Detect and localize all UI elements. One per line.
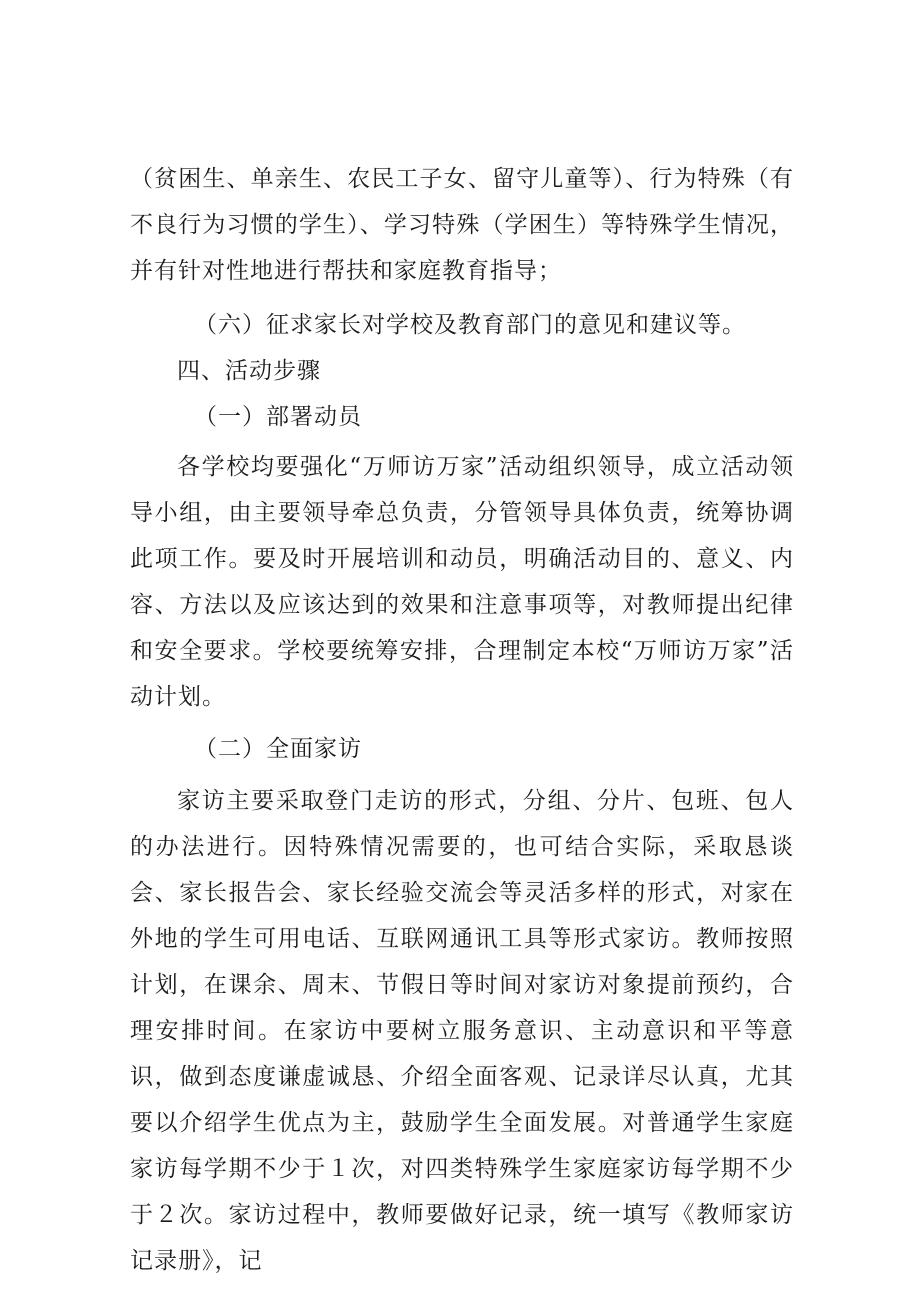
subheading-home-visits: （二）全面家访: [194, 736, 362, 762]
section-heading-activity-steps: 四、活动步骤: [177, 358, 321, 384]
paragraph-item-six: （六）征求家长对学校及教育部门的意见和建议等。: [194, 312, 746, 338]
paragraph-home-visits: 家访主要采取登门走访的形式，分组、分片、包班、包人的办法进行。因特殊情况需要的，也可结合实际，采取恳谈会、家长报告会、家长经验交流会等灵活多样的形式，对家在外地的学生可用电话、互联网通讯工具等形式家访。教师按照计划，在课余、周末、节假日等时间对家访对象提前预约，合理安排时间。在家访中要树立服务意识、主动意识和平等意识，做到态度谦虚诚恳、介绍全面客观、记录详尽认真，尤其要以介绍学生优点为主，鼓励学生全面发展。对普通学生家庭家访每学期不少于１次，对四类特殊学生家庭家访每学期不少于２次。家访过程中，教师要做好记录，统一填写《教师家访记录册》，记: [130, 788, 794, 1274]
document-body: [130, 156, 794, 1284]
paragraph-special-students: （贫困生、单亲生、农民工子女、留守儿童等）、行为特殊（有不良行为习惯的学生）、学习特殊（学困生）等特殊学生情况，并有针对性地进行帮扶和家庭教育指导；: [130, 166, 794, 284]
paragraph-deployment: 各学校均要强化“万师访万家”活动组织领导，成立活动领导小组，由主要领导牵总负责，分管领导具体负责，统筹协调此项工作。要及时开展培训和动员，明确活动目的、意义、内容、方法以及应该达到的效果和注意事项等，对教师提出纪律和安全要求。学校要统筹安排，合理制定本校“万师访万家”活动计划。: [130, 454, 794, 710]
subheading-deployment: （一）部署动员: [194, 404, 362, 430]
